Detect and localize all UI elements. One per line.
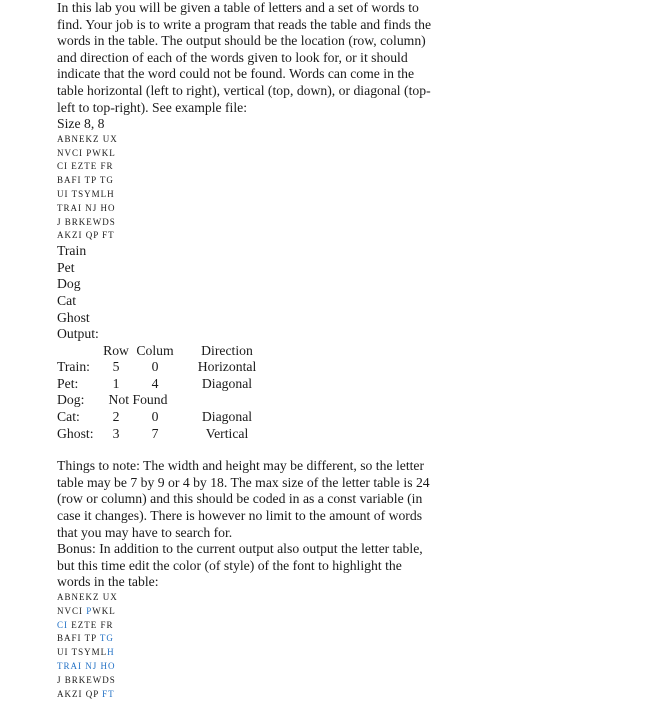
output-row: [57, 392, 277, 409]
output-row: [57, 376, 277, 393]
highlighted-grid-row: [57, 632, 437, 646]
highlighted-letters: P: [86, 605, 93, 616]
highlighted-letters: FT: [102, 688, 115, 699]
output-col-value: 0: [151, 409, 159, 425]
output-row-value: 3: [112, 425, 120, 441]
plain-letters: BAFI T: [57, 633, 92, 644]
output-col-value: 0: [151, 359, 159, 375]
word-item: Train: [57, 243, 87, 259]
output-row-value: 2: [112, 409, 120, 425]
output-direction: Diagonal: [201, 409, 253, 425]
highlighted-grid-row: [57, 688, 437, 701]
grid-row: ABNEKZ UX: [57, 133, 118, 144]
output-table: [57, 343, 277, 443]
word-item: Pet: [57, 259, 75, 275]
notes-paragraph: Things to note: The width and height may be different, so the letter table may be 7 by 9 or 4 by 18. The max size of the letter table is 24 (row or column) and this should be coded in as a const variable (in case it changes). There is however no limit to the amount of words that you may have to search for.: [57, 458, 430, 540]
highlighted-grid-row: [57, 674, 437, 688]
highlighted-letters: TG: [96, 633, 114, 644]
output-word: Cat:: [57, 409, 80, 425]
plain-letters: UI TSYML: [57, 647, 108, 658]
output-word: Pet:: [57, 375, 79, 391]
grid-row: NVCI PWKL: [57, 147, 116, 158]
output-col-value: 4: [151, 375, 159, 391]
highlighted-letters: TRAI NJ HO: [57, 660, 116, 671]
output-row: [57, 409, 277, 426]
highlighted-grid-row: [57, 605, 437, 619]
output-row-value: 5: [112, 359, 120, 375]
word-list: [57, 243, 437, 326]
plain-letters: FR: [97, 619, 114, 630]
plain-letters: NVCI: [57, 605, 87, 616]
output-word: Dog:: [57, 392, 85, 408]
highlighted-grid-row: [57, 660, 437, 674]
output-col-value: 7: [151, 425, 159, 441]
document: [57, 0, 437, 701]
highlighted-letters: H: [107, 647, 115, 658]
output-row-value: 1: [112, 375, 120, 391]
intro-paragraph: In this lab you will be given a table of letters and a set of words to find. Your job is to write a program that reads the table and finds the words in the table. The output should be the location (row, column) and direction of each of the words given to look for, or it should indicate that the word could not be found. Words can come in the table horizontal (left to right), vertical (top, down), or diagonal (top-left to top-right). See example file:: [57, 0, 432, 115]
grid-row: J BRKEWDS: [57, 216, 116, 227]
output-direction: Vertical: [205, 425, 249, 441]
bonus-paragraph: Bonus: In addition to the current output also output the letter table, but this time edit the color (of style) of the font to highlight the words in the table:: [57, 541, 423, 590]
size-line: Size 8, 8: [57, 116, 105, 132]
plain-letters: ABNEKZ UX: [57, 592, 118, 602]
header-col: Colum: [136, 342, 174, 358]
word-item: Cat: [57, 292, 77, 308]
output-label: Output:: [57, 326, 99, 342]
spacer: [57, 442, 437, 458]
output-direction: Diagonal: [201, 375, 253, 391]
output-word: Ghost:: [57, 425, 94, 441]
grid-row: AKZI QP FT: [57, 230, 115, 241]
output-row: [57, 359, 277, 376]
plain-letters: P: [91, 633, 97, 644]
grid-row: TRAI NJ HO: [57, 202, 116, 213]
word-item: Dog: [57, 276, 81, 292]
highlighted-grid-row: [57, 591, 437, 605]
word-item: Ghost: [57, 309, 90, 325]
plain-letters: WKL: [92, 605, 116, 616]
highlighted-grid-row: [57, 646, 437, 660]
output-header-row: [57, 343, 277, 360]
highlighted-grid-row: [57, 619, 437, 633]
highlighted-letters: CI: [57, 619, 72, 630]
plain-letters: EZTE: [71, 619, 98, 630]
grid-row: BAFI TP TG: [57, 175, 114, 186]
plain-letters: AKZI QP: [57, 688, 103, 699]
output-direction: Horizontal: [197, 359, 257, 375]
highlighted-letter-grid: [57, 591, 437, 701]
header-direction: Direction: [201, 342, 253, 358]
grid-row: UI TSYMLH: [57, 188, 115, 199]
output-word: Train:: [57, 359, 90, 375]
output-row-value: Not Found: [108, 392, 168, 408]
plain-letters: J BRKEWDS: [57, 674, 116, 685]
grid-row: CI EZTE FR: [57, 161, 114, 172]
output-direction: [177, 392, 277, 409]
output-row: [57, 426, 277, 443]
letter-grid: [57, 133, 437, 243]
header-row: Row: [103, 342, 129, 358]
